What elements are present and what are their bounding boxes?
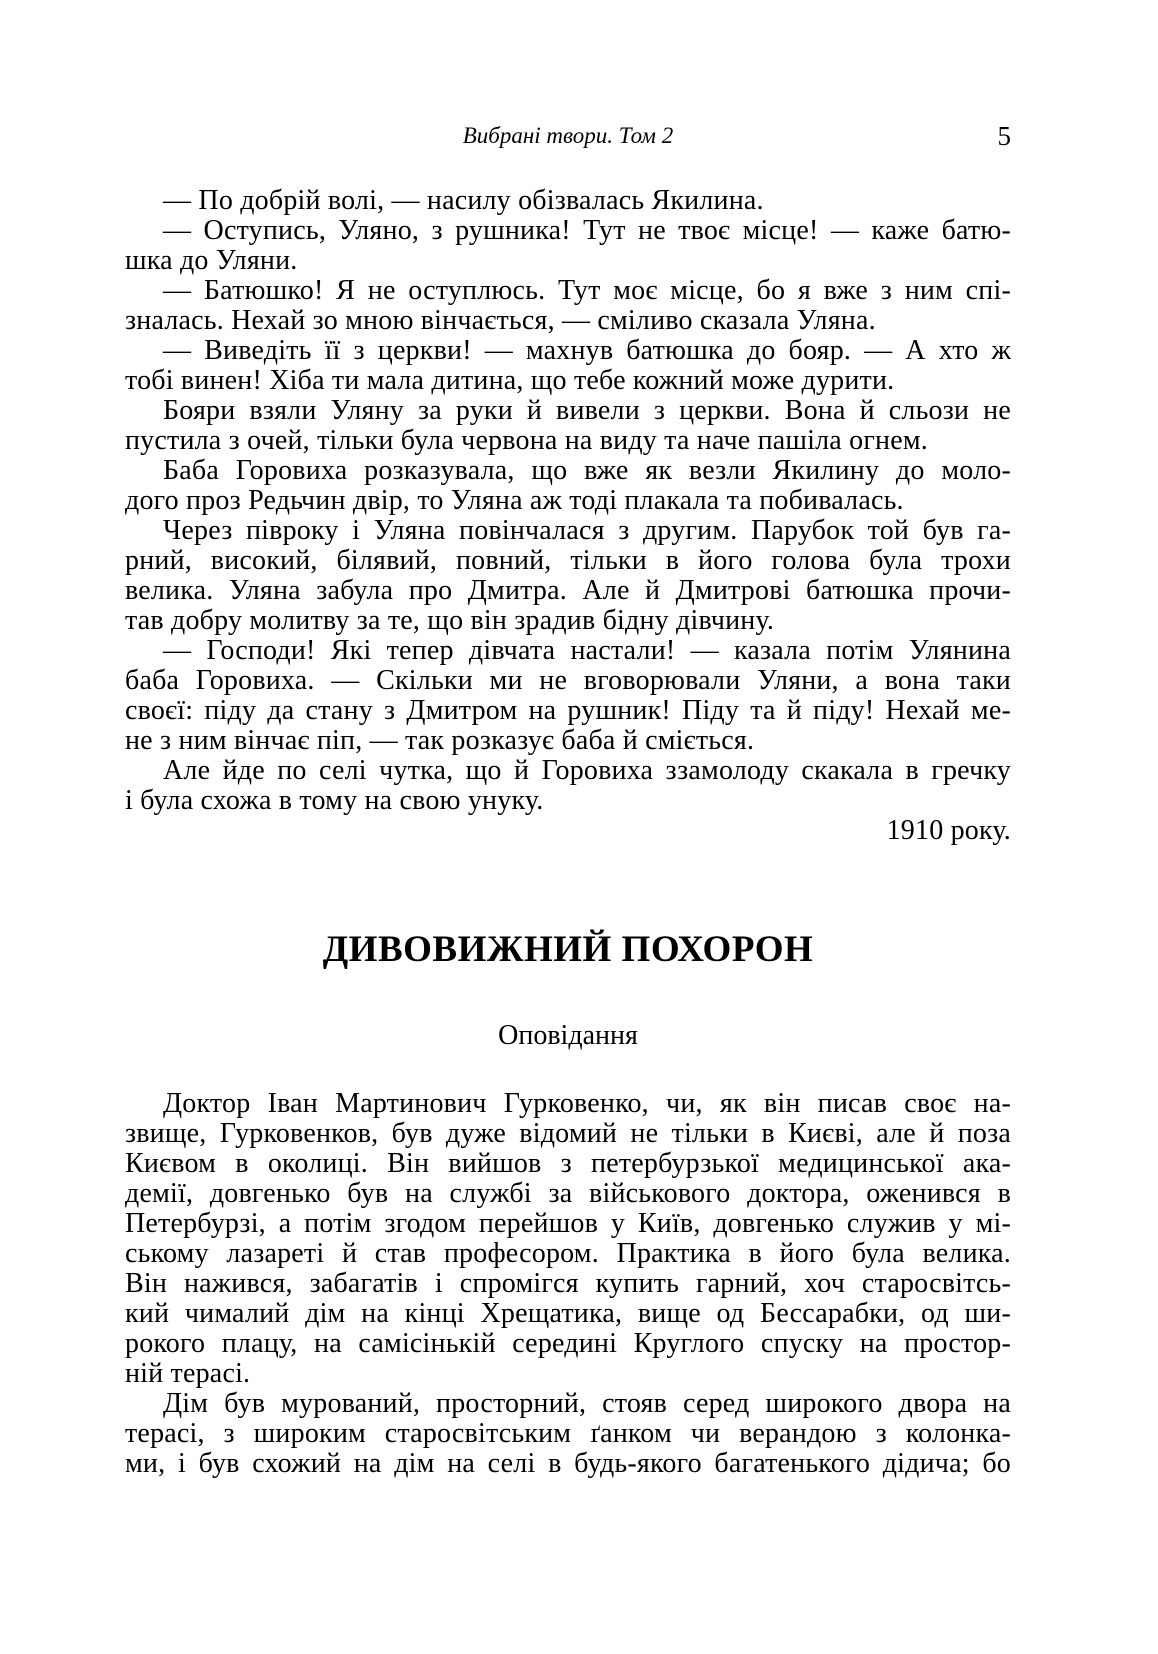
running-head-title: Вибрані твори. Том 2 — [462, 123, 674, 148]
text-line: — По добрій волі, — насилу обізвалась Якилина. — [163, 185, 764, 216]
text-line: зналась. Нехай зо мною вінчається, — сміливо сказала Уляна. — [125, 305, 876, 336]
text-line: дого проз Редьчин двір, то Уляна аж тоді плакала та побивалась. — [125, 485, 904, 516]
text-line: Києвом в околиці. Він вийшов з петербурзької медицинської ака- — [125, 1148, 1011, 1179]
text-line: Баба Горовиха розказувала, що вже як везли Якилину до моло- — [163, 455, 1011, 486]
text-line: баба Горовиха. — Скільки ми не вговорювали Уляни, а вона таки — [125, 665, 1011, 696]
date-line: 1910 року. — [886, 815, 1011, 846]
text-line: велика. Уляна забула про Дмитра. Але й Дмитрові батюшка прочи- — [125, 575, 1011, 606]
text-line: Доктор Іван Мартинович Гурковенко, чи, як він писав своє на- — [163, 1088, 1011, 1119]
text-line: Петербурзі, а потім згодом перейшов у Київ, довгенько служив у мі- — [125, 1208, 1011, 1239]
running-head — [125, 121, 1011, 151]
text-line: — Батюшко! Я не оступлюсь. Тут моє місце, бо я вже з ним спі- — [163, 275, 1011, 306]
text-line: Він нажився, забагатів і спромігся купить гарний, хоч старосвітсь- — [125, 1268, 1011, 1299]
text-line: рокого плацу, на самісінькій середині Круглого спуску на простор- — [125, 1328, 1011, 1359]
text-line: — Господи! Які тепер дівчата настали! — казала потім Улянина — [163, 635, 1011, 666]
text-line: не з ним вінчає піп, — так розказує баба й сміється. — [125, 725, 755, 756]
text-line: терасі, з широким старосвітським ґанком чи верандою з колонка- — [125, 1418, 1011, 1449]
text-line: своєї: піду да стану з Дмитром на рушник! Піду та й піду! Нехай ме- — [125, 695, 1011, 726]
text-line: — Виведіть її з церкви! — махнув батюшка до бояр. — А хто ж — [163, 335, 1011, 366]
section-one-text — [125, 186, 1011, 846]
text-line: ми, і був схожий на дім на селі в будь-якого багатенького дідича; бо — [125, 1448, 1011, 1479]
text-line: звище, Гурковенков, був дуже відомий не тільки в Києві, але й поза — [125, 1118, 1011, 1149]
story-text — [125, 1089, 1011, 1479]
text-line: і була схожа в тому на свою унуку. — [125, 785, 544, 816]
text-line: рний, високий, білявий, повний, тільки в його голова була трохи — [125, 545, 1011, 576]
page-number: 5 — [997, 121, 1011, 151]
text-line: шка до Уляни. — [125, 245, 298, 276]
text-line: демії, довгенько був на службі за військового доктора, оженився в — [125, 1178, 1011, 1209]
text-line: пустила з очей, тільки була червона на виду та наче пашіла огнем. — [125, 425, 928, 456]
text-line: Через півроку і Уляна повінчалася з другим. Парубок той був га- — [163, 515, 1011, 546]
text-line: тав добру молитву за те, що він зрадив бідну дівчину. — [125, 605, 775, 636]
story-subtitle: Оповідання — [498, 1020, 638, 1051]
text-line: Бояри взяли Уляну за руки й вивели з церкви. Вона й сльози не — [163, 395, 1011, 426]
text-line: ній терасі. — [125, 1358, 251, 1389]
text-line: тобі винен! Хіба ти мала дитина, що тебе кожний може дурити. — [125, 365, 895, 396]
text-line: Дім був мурований, просторний, стояв серед широкого двора на — [163, 1388, 1011, 1419]
story-title: ДИВОВИЖНИЙ ПОХОРОН — [322, 929, 814, 970]
text-line: кий чималий дім на кінці Хрещатика, вище од Бессарабки, од ши- — [125, 1298, 1011, 1329]
text-line: ському лазареті й став професором. Практика в його була велика. — [125, 1238, 1011, 1269]
text-line: Але йде по селі чутка, що й Горовиха ззамолоду скакала в гречку — [163, 755, 1011, 786]
text-line: — Оступись, Уляно, з рушника! Тут не твоє місце! — каже батю- — [163, 215, 1011, 246]
